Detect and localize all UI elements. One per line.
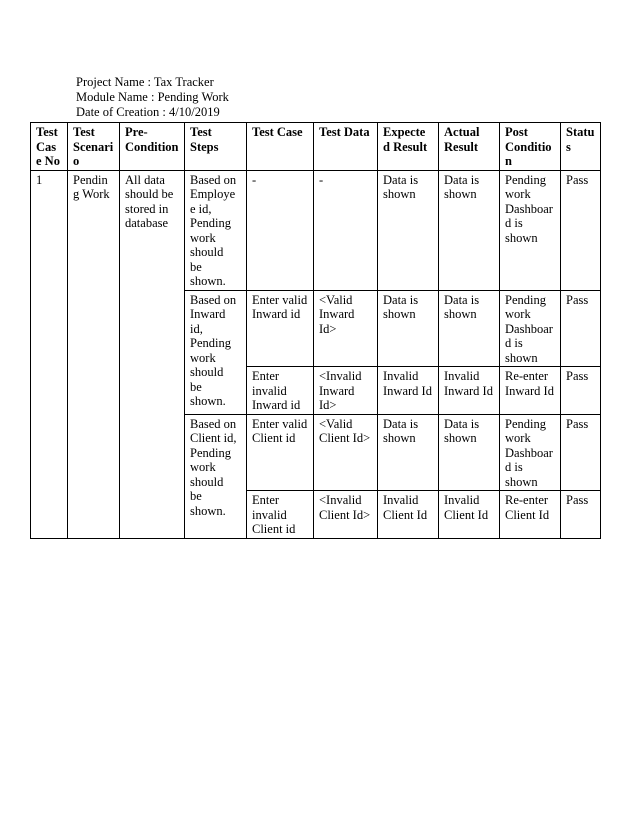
cell-line: be bbox=[190, 259, 202, 274]
expected-result bbox=[378, 491, 439, 539]
post-condition bbox=[500, 491, 561, 539]
cell-line: Invalid bbox=[444, 493, 480, 507]
cell-line: Invalid bbox=[383, 493, 419, 507]
cell-line: Enter bbox=[252, 369, 280, 383]
cell-line: Data is bbox=[444, 172, 480, 187]
cell-line: Enter valid bbox=[252, 416, 308, 431]
cell-line: shown bbox=[383, 187, 416, 201]
cell-line: Re-enter bbox=[505, 493, 549, 507]
cell-line: Inward bbox=[319, 307, 355, 321]
cell-line: - bbox=[252, 172, 257, 187]
cell-line: Data is bbox=[383, 292, 419, 307]
cell-line: Test bbox=[36, 125, 58, 139]
column-header bbox=[439, 123, 500, 171]
cell-line: Client Id bbox=[444, 507, 489, 522]
expected-result bbox=[378, 414, 439, 491]
project-name: Project Name : Tax Tracker bbox=[76, 75, 214, 89]
cell-line: Inward bbox=[190, 307, 226, 321]
cell-line: s bbox=[566, 139, 571, 154]
cell-line: should bbox=[190, 245, 224, 259]
test-case bbox=[247, 367, 314, 415]
actual-result bbox=[439, 491, 500, 539]
post-condition bbox=[500, 414, 561, 491]
test-data bbox=[314, 170, 378, 290]
cell-line: Based on bbox=[190, 292, 237, 307]
cell-line: g Work bbox=[73, 187, 110, 201]
cell-line: Steps bbox=[190, 139, 219, 154]
cell-line: work bbox=[505, 307, 531, 321]
cell-line: Based on bbox=[190, 416, 237, 431]
cell-line: shown bbox=[444, 307, 477, 321]
cell-line: Id> bbox=[319, 321, 337, 336]
column-header bbox=[185, 123, 247, 171]
cell-line: Pending bbox=[190, 336, 231, 350]
test-scenario bbox=[68, 170, 120, 538]
cell-line: <Valid bbox=[319, 416, 353, 431]
cell-line: Post bbox=[505, 125, 528, 139]
cell-line: Test Data bbox=[319, 125, 370, 139]
cell-line: Actual bbox=[444, 125, 480, 139]
cell-line: Pre- bbox=[125, 125, 148, 139]
cell-line: be bbox=[190, 379, 202, 394]
cell-line: Pending bbox=[190, 445, 231, 460]
test-case-number: 1 bbox=[31, 170, 68, 538]
test-case bbox=[247, 290, 314, 367]
cell-line: <Valid bbox=[319, 292, 353, 307]
test-data bbox=[314, 290, 378, 367]
cell-line: Test Case bbox=[252, 125, 303, 139]
expected-result bbox=[378, 367, 439, 415]
cell-line: shown bbox=[505, 474, 538, 489]
cell-line: Data is bbox=[383, 416, 419, 431]
status: Pass bbox=[561, 367, 601, 415]
cell-line: Pendin bbox=[73, 172, 108, 187]
status: Pass bbox=[561, 491, 601, 539]
cell-line: Statu bbox=[566, 125, 595, 139]
cell-line: Client id bbox=[252, 431, 296, 445]
test-steps bbox=[185, 290, 247, 414]
cell-line: Pending bbox=[505, 172, 546, 187]
cell-line: Scenari bbox=[73, 139, 114, 154]
cell-line: Invalid bbox=[444, 369, 480, 383]
cell-line: Client Id> bbox=[319, 507, 371, 522]
column-header bbox=[120, 123, 185, 171]
cell-line: e id, bbox=[190, 201, 212, 216]
column-header bbox=[378, 123, 439, 171]
cell-line: - bbox=[319, 172, 324, 187]
cell-line: shown. bbox=[190, 394, 226, 408]
column-header bbox=[500, 123, 561, 171]
cell-line: Pending bbox=[505, 292, 546, 307]
cell-line: Re-enter bbox=[505, 369, 549, 383]
cell-line: Employe bbox=[190, 187, 236, 201]
cell-line: Conditio bbox=[505, 139, 552, 154]
test-case-table bbox=[30, 122, 601, 539]
cell-line: Data is bbox=[444, 416, 480, 431]
cell-line: Inward Id bbox=[444, 383, 493, 398]
expected-result bbox=[378, 290, 439, 367]
cell-line: Pending bbox=[505, 416, 546, 431]
cell-line: Test bbox=[190, 125, 212, 139]
cell-line: shown bbox=[444, 187, 477, 201]
creation-date: Date of Creation : 4/10/2019 bbox=[76, 105, 220, 119]
cell-line: d Result bbox=[383, 139, 428, 154]
cell-line: o bbox=[73, 154, 80, 168]
cell-line: n bbox=[505, 154, 512, 168]
cell-line: Client id bbox=[252, 522, 296, 536]
cell-line: Expecte bbox=[383, 125, 426, 139]
status: Pass bbox=[561, 290, 601, 367]
cell-line: Data is bbox=[444, 292, 480, 307]
cell-line: d is bbox=[505, 336, 523, 350]
cell-line: should bbox=[190, 474, 224, 489]
column-header bbox=[247, 123, 314, 171]
cell-line: Data is bbox=[383, 172, 419, 187]
cell-line: id, bbox=[190, 321, 203, 336]
table-header-row bbox=[31, 123, 601, 171]
cell-line: stored in bbox=[125, 201, 169, 216]
test-data bbox=[314, 414, 378, 491]
cell-line: shown bbox=[505, 230, 538, 245]
cell-line: shown bbox=[383, 431, 416, 445]
column-header bbox=[68, 123, 120, 171]
cell-line: work bbox=[190, 460, 216, 474]
actual-result bbox=[439, 414, 500, 491]
module-name: Module Name : Pending Work bbox=[76, 90, 229, 104]
cell-line: Client Id bbox=[505, 507, 550, 522]
test-case bbox=[247, 414, 314, 491]
actual-result bbox=[439, 290, 500, 367]
cell-line: Dashboar bbox=[505, 201, 553, 216]
cell-line: Enter valid bbox=[252, 292, 308, 307]
cell-line: Based on bbox=[190, 172, 237, 187]
test-data bbox=[314, 367, 378, 415]
cell-line: d is bbox=[505, 460, 523, 474]
cell-line: Condition bbox=[125, 139, 179, 154]
cell-line: <Invalid bbox=[319, 369, 362, 383]
cell-line: d is bbox=[505, 216, 523, 230]
cell-line: Pending bbox=[190, 216, 231, 230]
cell-line: Cas bbox=[36, 139, 57, 154]
cell-line: shown. bbox=[190, 274, 226, 288]
cell-line: Dashboar bbox=[505, 321, 553, 336]
cell-line: should be bbox=[125, 187, 174, 201]
actual-result bbox=[439, 367, 500, 415]
cell-line: Test bbox=[73, 125, 95, 139]
cell-line: invalid bbox=[252, 383, 287, 398]
table-row bbox=[31, 170, 601, 290]
cell-line: work bbox=[505, 187, 531, 201]
post-condition bbox=[500, 290, 561, 367]
status: Pass bbox=[561, 170, 601, 290]
cell-line: e No bbox=[36, 154, 60, 168]
cell-line: Inward Id bbox=[383, 383, 432, 398]
cell-line: Inward id bbox=[252, 307, 301, 321]
expected-result bbox=[378, 170, 439, 290]
cell-line: Invalid bbox=[383, 369, 419, 383]
cell-line: work bbox=[190, 230, 216, 245]
cell-line: database bbox=[125, 216, 169, 230]
cell-line: All data bbox=[125, 172, 165, 187]
test-data bbox=[314, 491, 378, 539]
column-header bbox=[561, 123, 601, 171]
pre-condition bbox=[120, 170, 185, 538]
document-header bbox=[76, 75, 229, 120]
cell-line: Client id, bbox=[190, 431, 237, 445]
cell-line: Result bbox=[444, 139, 479, 154]
cell-line: Client Id> bbox=[319, 431, 371, 445]
test-case bbox=[247, 491, 314, 539]
actual-result bbox=[439, 170, 500, 290]
cell-line: shown bbox=[444, 431, 477, 445]
cell-line: Inward bbox=[319, 383, 355, 398]
cell-line: invalid bbox=[252, 507, 287, 522]
cell-line: Dashboar bbox=[505, 445, 553, 460]
cell-line: Enter bbox=[252, 493, 280, 507]
test-case bbox=[247, 170, 314, 290]
status: Pass bbox=[561, 414, 601, 491]
cell-line: shown bbox=[505, 350, 538, 365]
cell-line: shown. bbox=[190, 503, 226, 518]
cell-line: Inward Id bbox=[505, 383, 554, 398]
test-steps bbox=[185, 170, 247, 290]
test-steps bbox=[185, 414, 247, 538]
cell-line: Inward id bbox=[252, 398, 301, 412]
column-header bbox=[314, 123, 378, 171]
cell-line: shown bbox=[383, 307, 416, 321]
cell-line: should bbox=[190, 365, 224, 379]
cell-line: Client Id bbox=[383, 507, 428, 522]
cell-line: be bbox=[190, 489, 202, 503]
post-condition bbox=[500, 170, 561, 290]
column-header bbox=[31, 123, 68, 171]
cell-line: work bbox=[190, 350, 216, 365]
cell-line: Id> bbox=[319, 398, 337, 412]
post-condition bbox=[500, 367, 561, 415]
cell-line: work bbox=[505, 431, 531, 445]
cell-line: <Invalid bbox=[319, 493, 362, 507]
